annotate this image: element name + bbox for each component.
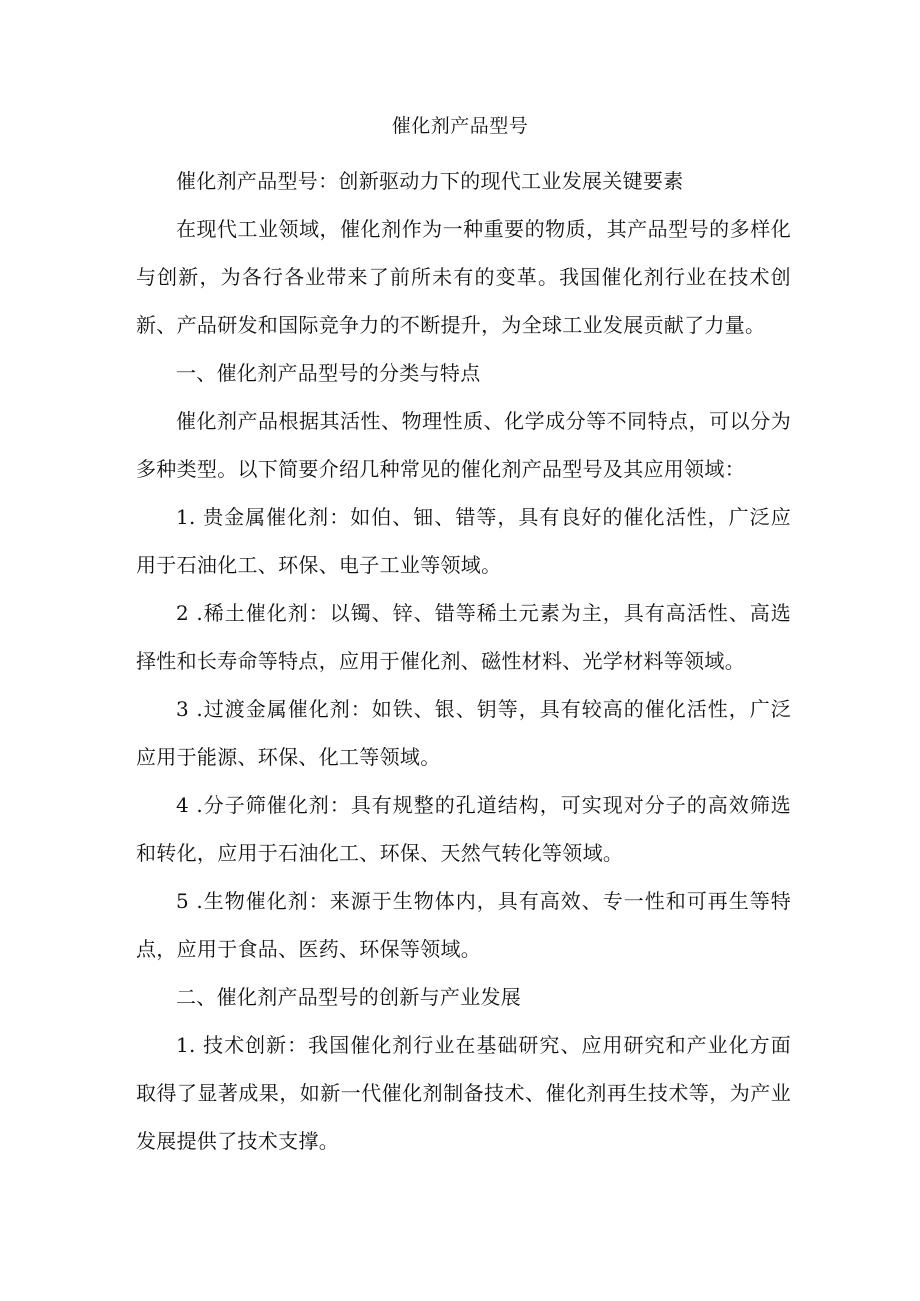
intro-paragraph: 在现代工业领域，催化剂作为一种重要的物质，其产品型号的多样化与创新，为各行各业带来了前所未有的变革。我国催化剂行业在技术创新、产品研发和国际竞争力的不断提升，为全球工业发展贡献了力量。 [136,217,791,337]
list-item-precious-metal: 1. 贵金属催化剂：如伯、钿、错等，具有良好的催化活性，广泛应用于石油化工、环保、电子工业等领域。 [136,505,791,577]
list-item-molecular-sieve: 4 .分子筛催化剂：具有规整的孔道结构，可实现对分子的高效筛选和转化，应用于石油化工、环保、天然气转化等领域。 [136,793,791,865]
section-heading-innovation: 二、催化剂产品型号的创新与产业发展 [176,985,522,1009]
list-item-biological: 5 .生物催化剂：来源于生物体内，具有高效、专一性和可再生等特点，应用于食品、医药、环保等领域。 [136,889,791,961]
document-subtitle: 催化剂产品型号：创新驱动力下的现代工业发展关键要素 [176,169,684,193]
document-title: 催化剂产品型号 [391,115,529,137]
section-heading-classification: 一、催化剂产品型号的分类与特点 [176,361,481,385]
list-item-rare-earth: 2 .稀土催化剂：以镯、锌、错等稀土元素为主，具有高活性、高选择性和长寿命等特点，应用于催化剂、磁性材料、光学材料等领域。 [136,601,791,673]
list-item-technical-innovation: 1. 技术创新：我国催化剂行业在基础研究、应用研究和产业化方面取得了显著成果，如新一代催化剂制备技术、催化剂再生技术等，为产业发展提供了技术支撑。 [136,1033,791,1153]
classification-intro-paragraph: 催化剂产品根据其活性、物理性质、化学成分等不同特点，可以分为多种类型。以下简要介绍几种常见的催化剂产品型号及其应用领域： [136,409,791,481]
list-item-transition-metal: 3 .过渡金属催化剂：如铁、银、钥等，具有较高的催化活性，广泛应用于能源、环保、化工等领域。 [136,697,791,769]
document-body [136,157,791,1165]
